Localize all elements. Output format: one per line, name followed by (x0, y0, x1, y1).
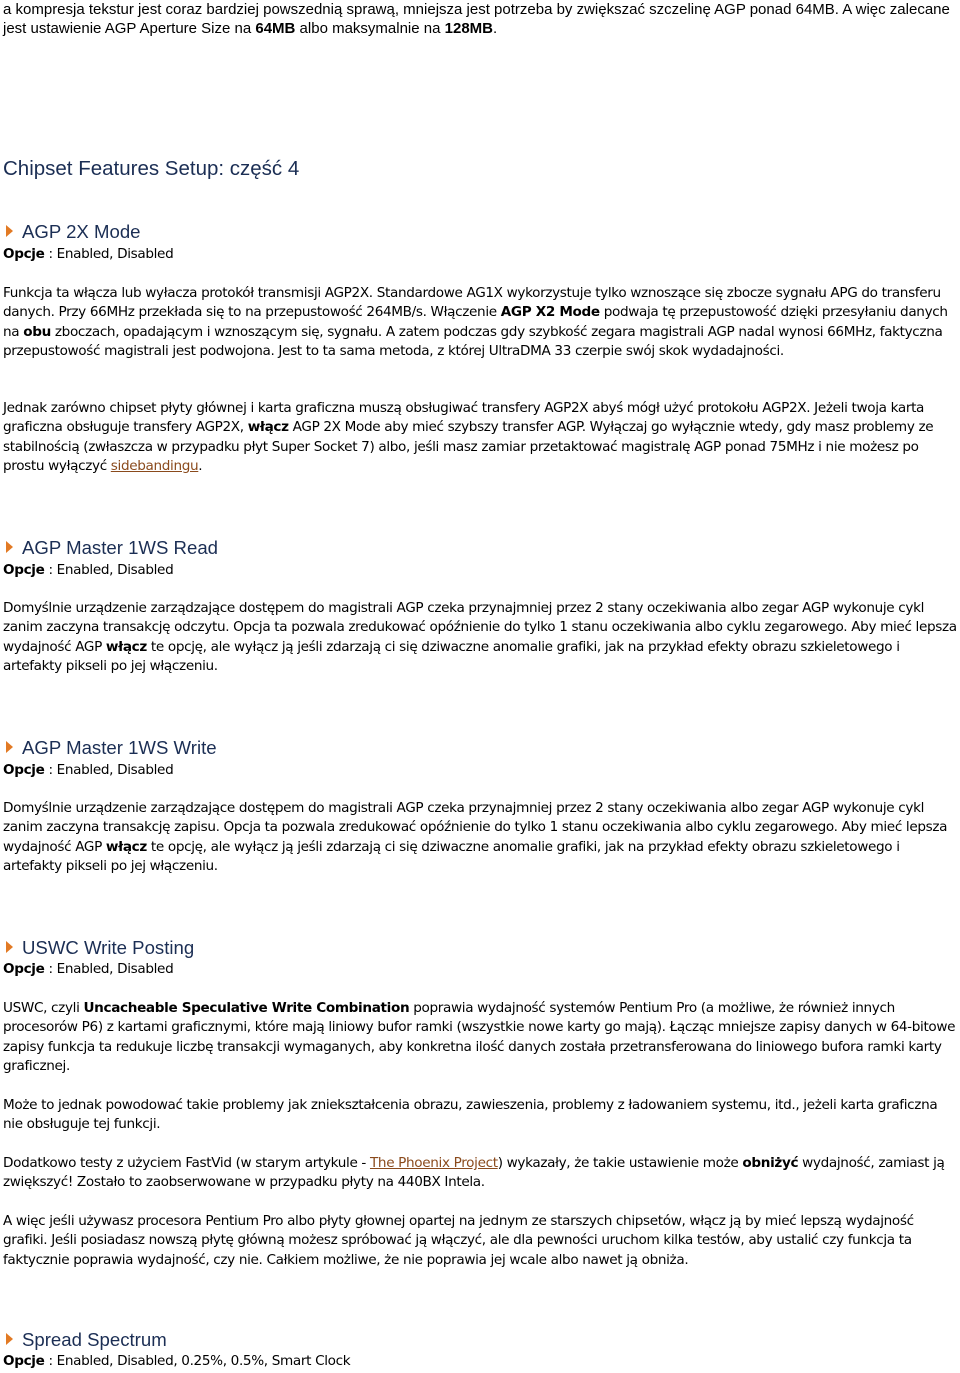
text-run: te opcję, ale wyłącz ją jeśli zdarzają ci się dziwaczne anomalie grafiki, jak na przykład efekty obrazu szkieletowego i artefakty pikseli po jej włączeniu. (3, 638, 900, 675)
options-line (3, 561, 173, 580)
text-run: Domyślnie urządzenie zarządzające dostępem do magistrali AGP czeka przynajmniej przez 2 stany oczekiwania albo zegar AGP wykonuje cykl zanim zaczyna transakcję odczytu. Opcja ta pozwala zredukować opóźnienie do tylko 1 stanu oczekiwania albo cyklu zegarowego. Aby mieć lepsza wydajność AGP (3, 600, 957, 655)
inline-link[interactable]: sidebandingu (110, 458, 199, 475)
options-label: Opcje (3, 1353, 45, 1369)
text-run: Jednak zarówno chipset płyty głównej i karta graficzna muszą obsługiwać transfery AGP2X abyś mógł użyć protokołu AGP2X. Jeżeli twoja karta graficzna obsługuje transfery AGP2X, (3, 400, 925, 436)
text-run: poprawia wydajność systemów Pentium Pro (a możliwe, że również innych procesorów P6) z kartami graficznymi, które mają liniowy bufor ramki (wszystkie nowe karty go mają). Łącząc mniejsze zapisy danych w 64-bitowe zapisy funkcja ta redukuje liczbę transakcji wymaganych, aby konkretna ilość danych została przetransferowana do liniowego bufora ramki karty graficznej. (3, 1000, 956, 1075)
orange-arrow-icon (6, 541, 13, 553)
bold-text: 128MB (444, 20, 493, 37)
paragraph (3, 799, 958, 877)
section-title: Spread Spectrum (22, 1329, 167, 1350)
text-run: te opcję, ale wyłącz ją jeśli zdarzają ci się dziwaczne anomalie grafiki, jak na przykład efekty obrazu szkieletowego i artefakty pikseli po jej włączeniu. (3, 838, 900, 875)
text-run: Domyślnie urządzenie zarządzające dostępem do magistrali AGP czeka przynajmniej przez 2 stany oczekiwania albo zegar AGP wykonuje cykl zanim zaczyna transakcję zapisu. Opcja ta pozwala zredukować opóźnienie do tylko 1 stanu oczekiwania albo cyklu zegarowego. Aby mieć lepsza wydajność AGP (3, 800, 948, 855)
bold-text: włącz (247, 419, 289, 436)
text-run: Funkcja ta włącza lub wyłacza protokół transmisji AGP2X. Standardowe AG1X wykorzystuje tylko wznoszące się zbocze sygnału APG do transferu danych. Przy 66MHz przekłada się to na przepustowość 264MB/s. Włączenie (3, 285, 941, 321)
paragraph (3, 599, 958, 677)
options-line (3, 761, 173, 780)
options-line (3, 960, 173, 979)
bold-text: włącz (105, 638, 147, 655)
bold-text: obniżyć (742, 1155, 799, 1171)
section-title: AGP Master 1WS Read (22, 537, 218, 558)
section-heading-spread-spectrum (6, 1329, 167, 1351)
section-title: AGP Master 1WS Write (22, 737, 217, 758)
text-run: a kompresja tekstur jest coraz bardziej powszednią sprawą, mniejsza jest potrzeba by zwiększać szczelinę AGP ponad 64MB. A więc zalecane jest ustawienie AGP Aperture Size na (3, 1, 950, 37)
text-run: Może to jednak powodować takie problemy jak zniekształcenia obrazu, zawieszenia, problemy z ładowaniem systemu, itd., jeżeli karta graficzna nie obsługuje tej funkcji. (3, 1097, 938, 1133)
section-heading-uswc-write-posting (6, 937, 194, 959)
options-values: : Enabled, Disabled (48, 762, 174, 778)
section-heading-agp-master-1ws-write (6, 737, 217, 759)
text-run: ) wykazały, że takie ustawienie może (497, 1155, 743, 1171)
bold-text: 64MB (255, 20, 296, 37)
options-label: Opcje (3, 961, 45, 977)
text-run: USWC, czyli (3, 1000, 84, 1016)
part-title: Chipset Features Setup: część 4 (3, 157, 300, 180)
text-run: . (493, 20, 498, 37)
options-line (3, 245, 173, 264)
orange-arrow-icon (6, 741, 13, 753)
options-values: : Enabled, Disabled, 0.25%, 0.5%, Smart Clock (48, 1353, 351, 1369)
paragraph (3, 284, 958, 362)
orange-arrow-icon (6, 1333, 13, 1345)
bold-text: włącz (105, 838, 147, 855)
section-heading-agp-2x-mode (6, 221, 141, 243)
options-values: : Enabled, Disabled (48, 246, 174, 262)
text-run: . (198, 458, 203, 475)
paragraph (3, 1212, 958, 1270)
options-label: Opcje (3, 246, 45, 262)
text-run: zboczach, opadającym i wznoszącym się, sygnału. A zatem podczas gdy szybkość zegara magistrali AGP nadal wynosi 66MHz, faktyczna przepustowość magistrali jest podwojona. Jest to ta sama metoda, z której UltraDMA 33 czerpie swój skok wydadajności. (3, 323, 943, 360)
options-line (3, 1352, 350, 1371)
text-run: podwaja tę przepustowość dzięki przesyłaniu danych na (3, 304, 948, 340)
paragraph (3, 999, 958, 1077)
options-label: Opcje (3, 762, 45, 778)
orange-arrow-icon (6, 941, 13, 953)
text-run: A więc jeśli używasz procesora Pentium Pro albo płyty głownej opartej na jednym ze starszych chipsetów, włącz ją by mieć lepszą wydajność grafiki. Jeśli posiadasz nowszą płytę główną możesz spróbować ją włączyć, ale dla pewności uruchom kilka testów, aby ustalić czy funkcja ta faktycznie poprawia wydajność, czy nie. Całkiem możliwe, że nie poprawia jej wcale albo nawet ją obniża. (3, 1213, 914, 1268)
section-title: USWC Write Posting (22, 937, 195, 958)
orange-arrow-icon (6, 225, 13, 237)
inline-link[interactable]: The Phoenix Project (369, 1155, 498, 1171)
section-title: AGP 2X Mode (22, 221, 141, 242)
text-run: albo maksymalnie na (295, 20, 445, 37)
paragraph (3, 1154, 958, 1193)
bold-text: obu (23, 323, 51, 340)
options-values: : Enabled, Disabled (48, 562, 174, 578)
text-run: Dodatkowo testy z użyciem FastVid (w starym artykule - (3, 1155, 370, 1171)
text-run: AGP 2X Mode aby mieć szybszy transfer AGP. Wyłączaj go wyłącznie wtedy, gdy masz problemy ze stabilnością (zwłaszcza w przypadku płyt Super Socket 7) albo, jeśli masz zamiar przetaktować magistralę AGP ponad 75MHz i nie możesz po prostu wyłączyć (3, 419, 934, 475)
section-heading-agp-master-1ws-read (6, 537, 218, 559)
paragraph (3, 399, 958, 477)
options-label: Opcje (3, 562, 45, 578)
paragraph (3, 1096, 958, 1135)
intro-paragraph (3, 0, 958, 38)
bold-text: AGP X2 Mode (500, 304, 600, 321)
options-values: : Enabled, Disabled (48, 961, 174, 977)
text-run: wydajność, zamiast ją zwiększyć! Zostało to zaobserwowane w przypadku płyty na 440BX Intela. (3, 1155, 945, 1191)
bold-text: Uncacheable Speculative Write Combination (83, 1000, 410, 1016)
